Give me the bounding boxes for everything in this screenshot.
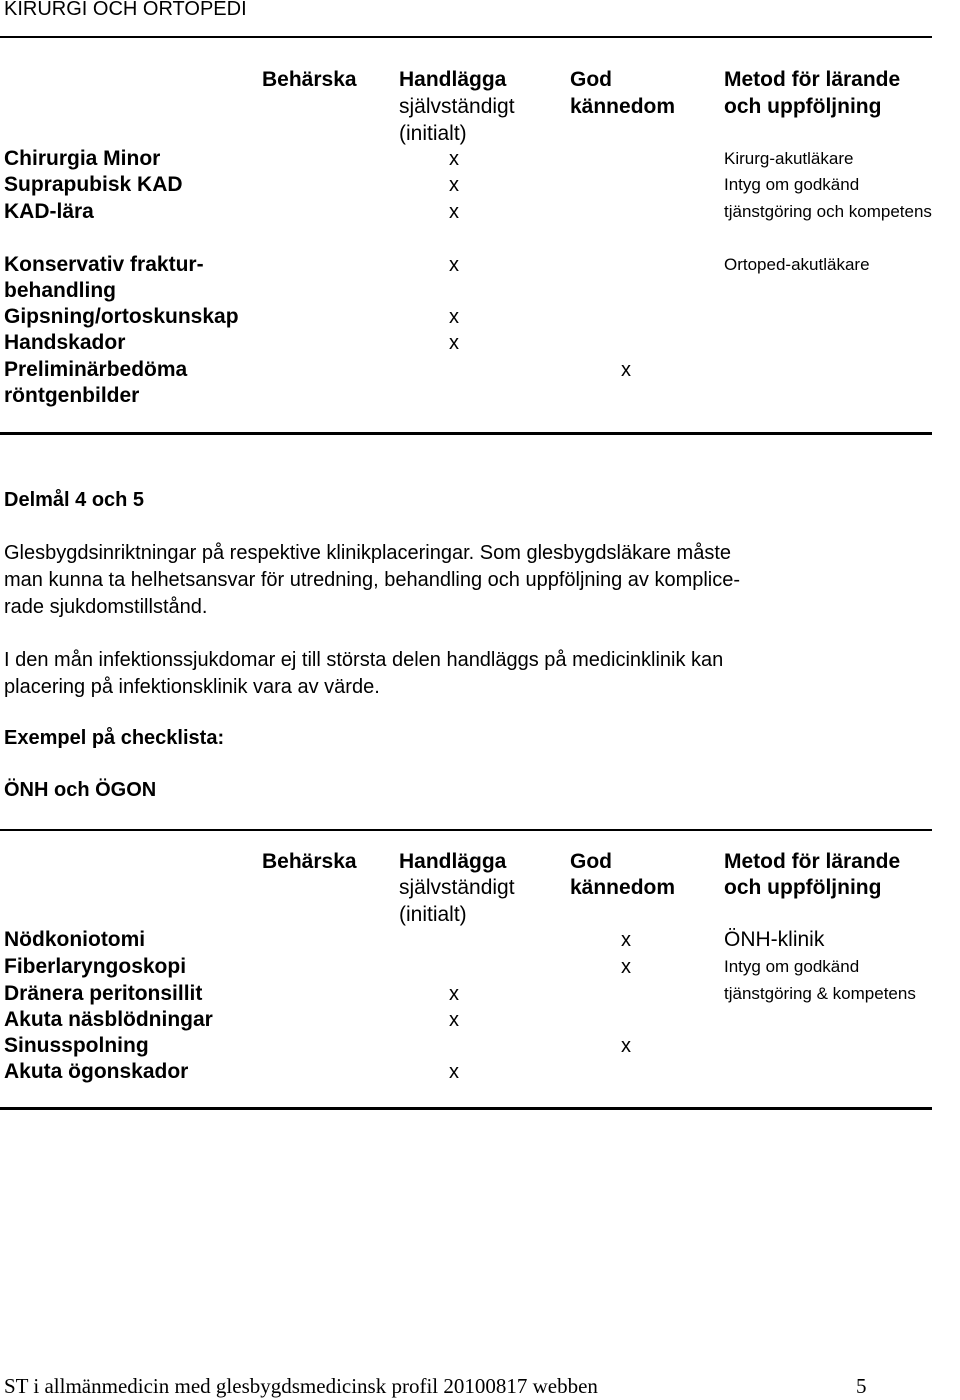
table2-row-metod: ÖNH-klinik: [724, 928, 825, 951]
table1-row-metod: tjänstgöring och kompetens: [724, 202, 932, 221]
table1-row-handlagga-mark: x: [449, 254, 459, 276]
paragraph-line: rade sjukdomstillstånd.: [4, 596, 208, 618]
header-handlagga-2: självständigt: [399, 95, 515, 118]
paragraph-line: placering på infektionsklinik vara av värde.: [4, 676, 380, 698]
header-god-2: kännedom: [570, 876, 676, 899]
onh-heading: ÖNH och ÖGON: [4, 779, 157, 801]
table1-row-label: KAD-lära: [4, 200, 94, 223]
header-metod-1: Metod för lärande: [724, 68, 901, 91]
table1-row-handlagga-mark: x: [449, 332, 459, 354]
table2-row-handlagga-mark: x: [449, 983, 459, 1005]
table2-row-label: Nödkoniotomi: [4, 928, 146, 951]
paragraph-line: I den mån infektionssjukdomar ej till största delen handläggs på medicinklinik kan: [4, 649, 724, 671]
checklist-heading: Exempel på checklista:: [4, 727, 225, 749]
header-metod-2: och uppföljning: [724, 95, 882, 118]
table2-top-rule: [0, 829, 932, 831]
paragraph-line: Glesbygdsinriktningar på respektive klinikplaceringar. Som glesbygdsläkare måste: [4, 542, 732, 564]
section-rule: [0, 432, 932, 435]
table2-bottom-rule: [0, 1107, 932, 1110]
header-god-1: God: [570, 850, 612, 873]
paragraph-line: man kunna ta helhetsansvar för utredning, behandling och uppföljning av komplice-: [4, 569, 741, 591]
table1-row-metod: Intyg om godkänd: [724, 175, 860, 194]
table1-row-label: Handskador: [4, 331, 126, 354]
header-beharska: Behärska: [262, 850, 357, 873]
header-god-1: God: [570, 68, 612, 91]
table2-row-handlagga-mark: x: [449, 1061, 459, 1083]
table2-row-handlagga-mark: x: [449, 1009, 459, 1031]
header-metod-1: Metod för lärande: [724, 850, 901, 873]
table1-row-label: Chirurgia Minor: [4, 147, 161, 170]
header-handlagga-3: (initialt): [399, 903, 467, 926]
header-handlagga-1: Handlägga: [399, 850, 507, 873]
header-handlagga-2: självständigt: [399, 876, 515, 899]
table1-row-handlagga-mark: x: [449, 174, 459, 196]
table2-row-metod: tjänstgöring & kompetens: [724, 984, 916, 1003]
table2-row-god-mark: x: [621, 929, 631, 951]
section-title: KIRURGI OCH ORTOPEDI: [4, 0, 247, 20]
footer-text: ST i allmänmedicin med glesbygdsmedicinsk profil 20100817 webben: [4, 1374, 598, 1398]
table1-row-label: Gipsning/ortoskunskap: [4, 305, 239, 328]
table1-row-label: Konservativ fraktur-: [4, 253, 204, 276]
table1-row-handlagga-mark: x: [449, 306, 459, 328]
footer-page-number: 5: [856, 1374, 867, 1398]
header-handlagga-1: Handlägga: [399, 68, 507, 91]
table1-row-label: Suprapubisk KAD: [4, 173, 183, 196]
table2-row-label: Akuta näsblödningar: [4, 1008, 213, 1031]
table1-row-god-mark: x: [621, 359, 631, 381]
header-beharska: Behärska: [262, 68, 357, 91]
table1-row-handlagga-mark: x: [449, 148, 459, 170]
table2-row-label: Sinusspolning: [4, 1034, 149, 1057]
header-handlagga-3: (initialt): [399, 122, 467, 145]
table2-row-label: Fiberlaryngoskopi: [4, 955, 187, 978]
table1-row-label: Preliminärbedöma: [4, 358, 188, 381]
table1-row-label: behandling: [4, 279, 116, 302]
table2-row-god-mark: x: [621, 1035, 631, 1057]
top-rule: [0, 36, 932, 38]
table1-row-metod: Kirurg-akutläkare: [724, 149, 854, 168]
table2-row-god-mark: x: [621, 956, 631, 978]
delmal-heading: Delmål 4 och 5: [4, 489, 145, 511]
table2-row-label: Dränera peritonsillit: [4, 982, 203, 1005]
table1-row-label: röntgenbilder: [4, 384, 140, 407]
header-metod-2: och uppföljning: [724, 876, 882, 899]
table1-row-metod: Ortoped-akutläkare: [724, 255, 870, 274]
table2-row-label: Akuta ögonskador: [4, 1060, 189, 1083]
table1-row-handlagga-mark: x: [449, 201, 459, 223]
header-god-2: kännedom: [570, 95, 676, 118]
table2-row-metod: Intyg om godkänd: [724, 957, 860, 976]
